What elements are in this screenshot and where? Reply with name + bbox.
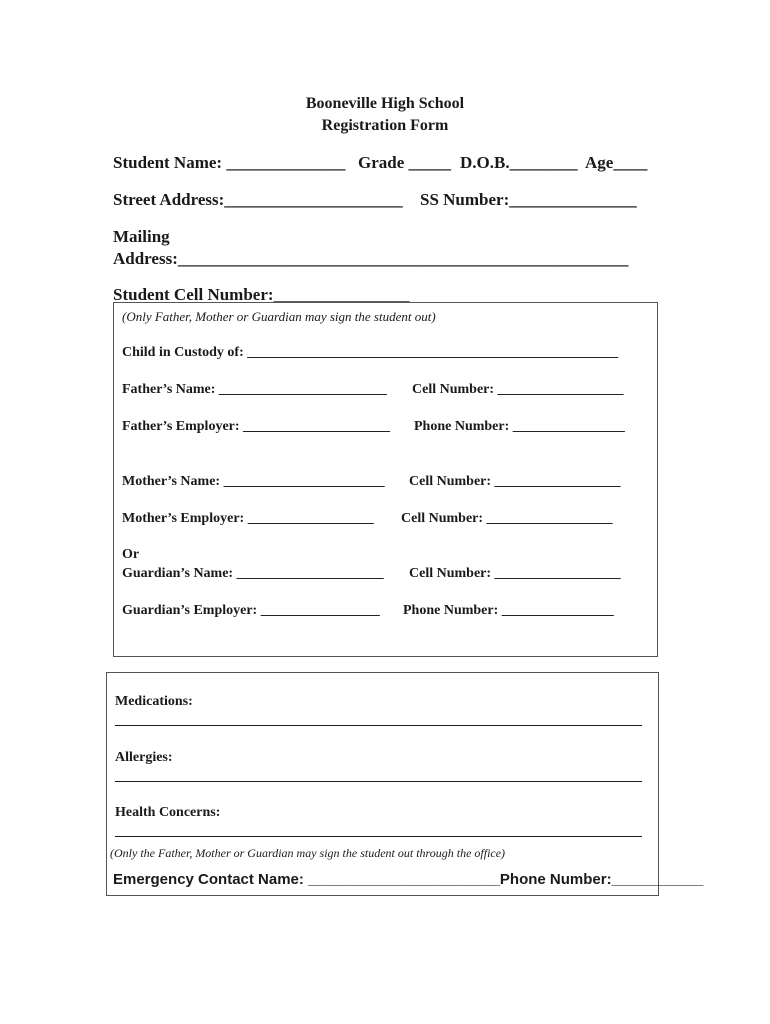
- guardian-name-field[interactable]: Guardian’s Name: _____________________: [122, 566, 384, 581]
- student-cell-field[interactable]: Student Cell Number:________________: [113, 285, 410, 304]
- father-cell-field[interactable]: Cell Number: __________________: [412, 382, 624, 397]
- medications-label: Medications:: [115, 694, 193, 709]
- guardian-employer-field[interactable]: Guardian’s Employer: _________________: [122, 603, 380, 618]
- health-concerns-line[interactable]: [115, 836, 642, 837]
- custody-field[interactable]: Child in Custody of: _____________________________________________________: [122, 345, 619, 360]
- office-note: (Only the Father, Mother or Guardian may sign the student out through the office): [110, 846, 506, 860]
- father-employer-field[interactable]: Father’s Employer: _____________________: [122, 419, 391, 434]
- mother-cell-field[interactable]: Cell Number: __________________: [409, 474, 621, 489]
- mother-cell2-field[interactable]: Cell Number: __________________: [401, 511, 613, 526]
- age-field[interactable]: Age____: [585, 153, 648, 172]
- health-concerns-label: Health Concerns:: [115, 805, 221, 820]
- or-label: Or: [122, 547, 140, 562]
- emergency-contact-field[interactable]: Emergency Contact Name: _______________________Phone Number:___________: [113, 871, 704, 888]
- school-name: Booneville High School: [305, 95, 465, 112]
- ss-number-field[interactable]: SS Number:_______________: [420, 190, 637, 209]
- allergies-line[interactable]: [115, 781, 642, 782]
- student-name-field[interactable]: Student Name: ______________: [113, 153, 346, 172]
- guardian-note: (Only Father, Mother or Guardian may sign the student out): [122, 309, 436, 324]
- form-title: Registration Form: [321, 117, 449, 134]
- dob-field[interactable]: D.O.B.________: [460, 153, 578, 172]
- father-phone-field[interactable]: Phone Number: ________________: [414, 419, 625, 434]
- mother-employer-field[interactable]: Mother’s Employer: __________________: [122, 511, 374, 526]
- guardian-cell-field[interactable]: Cell Number: __________________: [409, 566, 621, 581]
- guardian-phone-field[interactable]: Phone Number: ________________: [403, 603, 614, 618]
- mailing-address-field[interactable]: Address:_____________________________________________________: [113, 249, 629, 268]
- mother-name-field[interactable]: Mother’s Name: _______________________: [122, 474, 385, 489]
- street-address-field[interactable]: Street Address:_____________________: [113, 190, 403, 209]
- father-name-field[interactable]: Father’s Name: ________________________: [122, 382, 387, 397]
- allergies-label: Allergies:: [115, 750, 173, 765]
- medications-line[interactable]: [115, 725, 642, 726]
- grade-field[interactable]: Grade _____: [358, 153, 452, 172]
- mailing-label: Mailing: [113, 227, 170, 246]
